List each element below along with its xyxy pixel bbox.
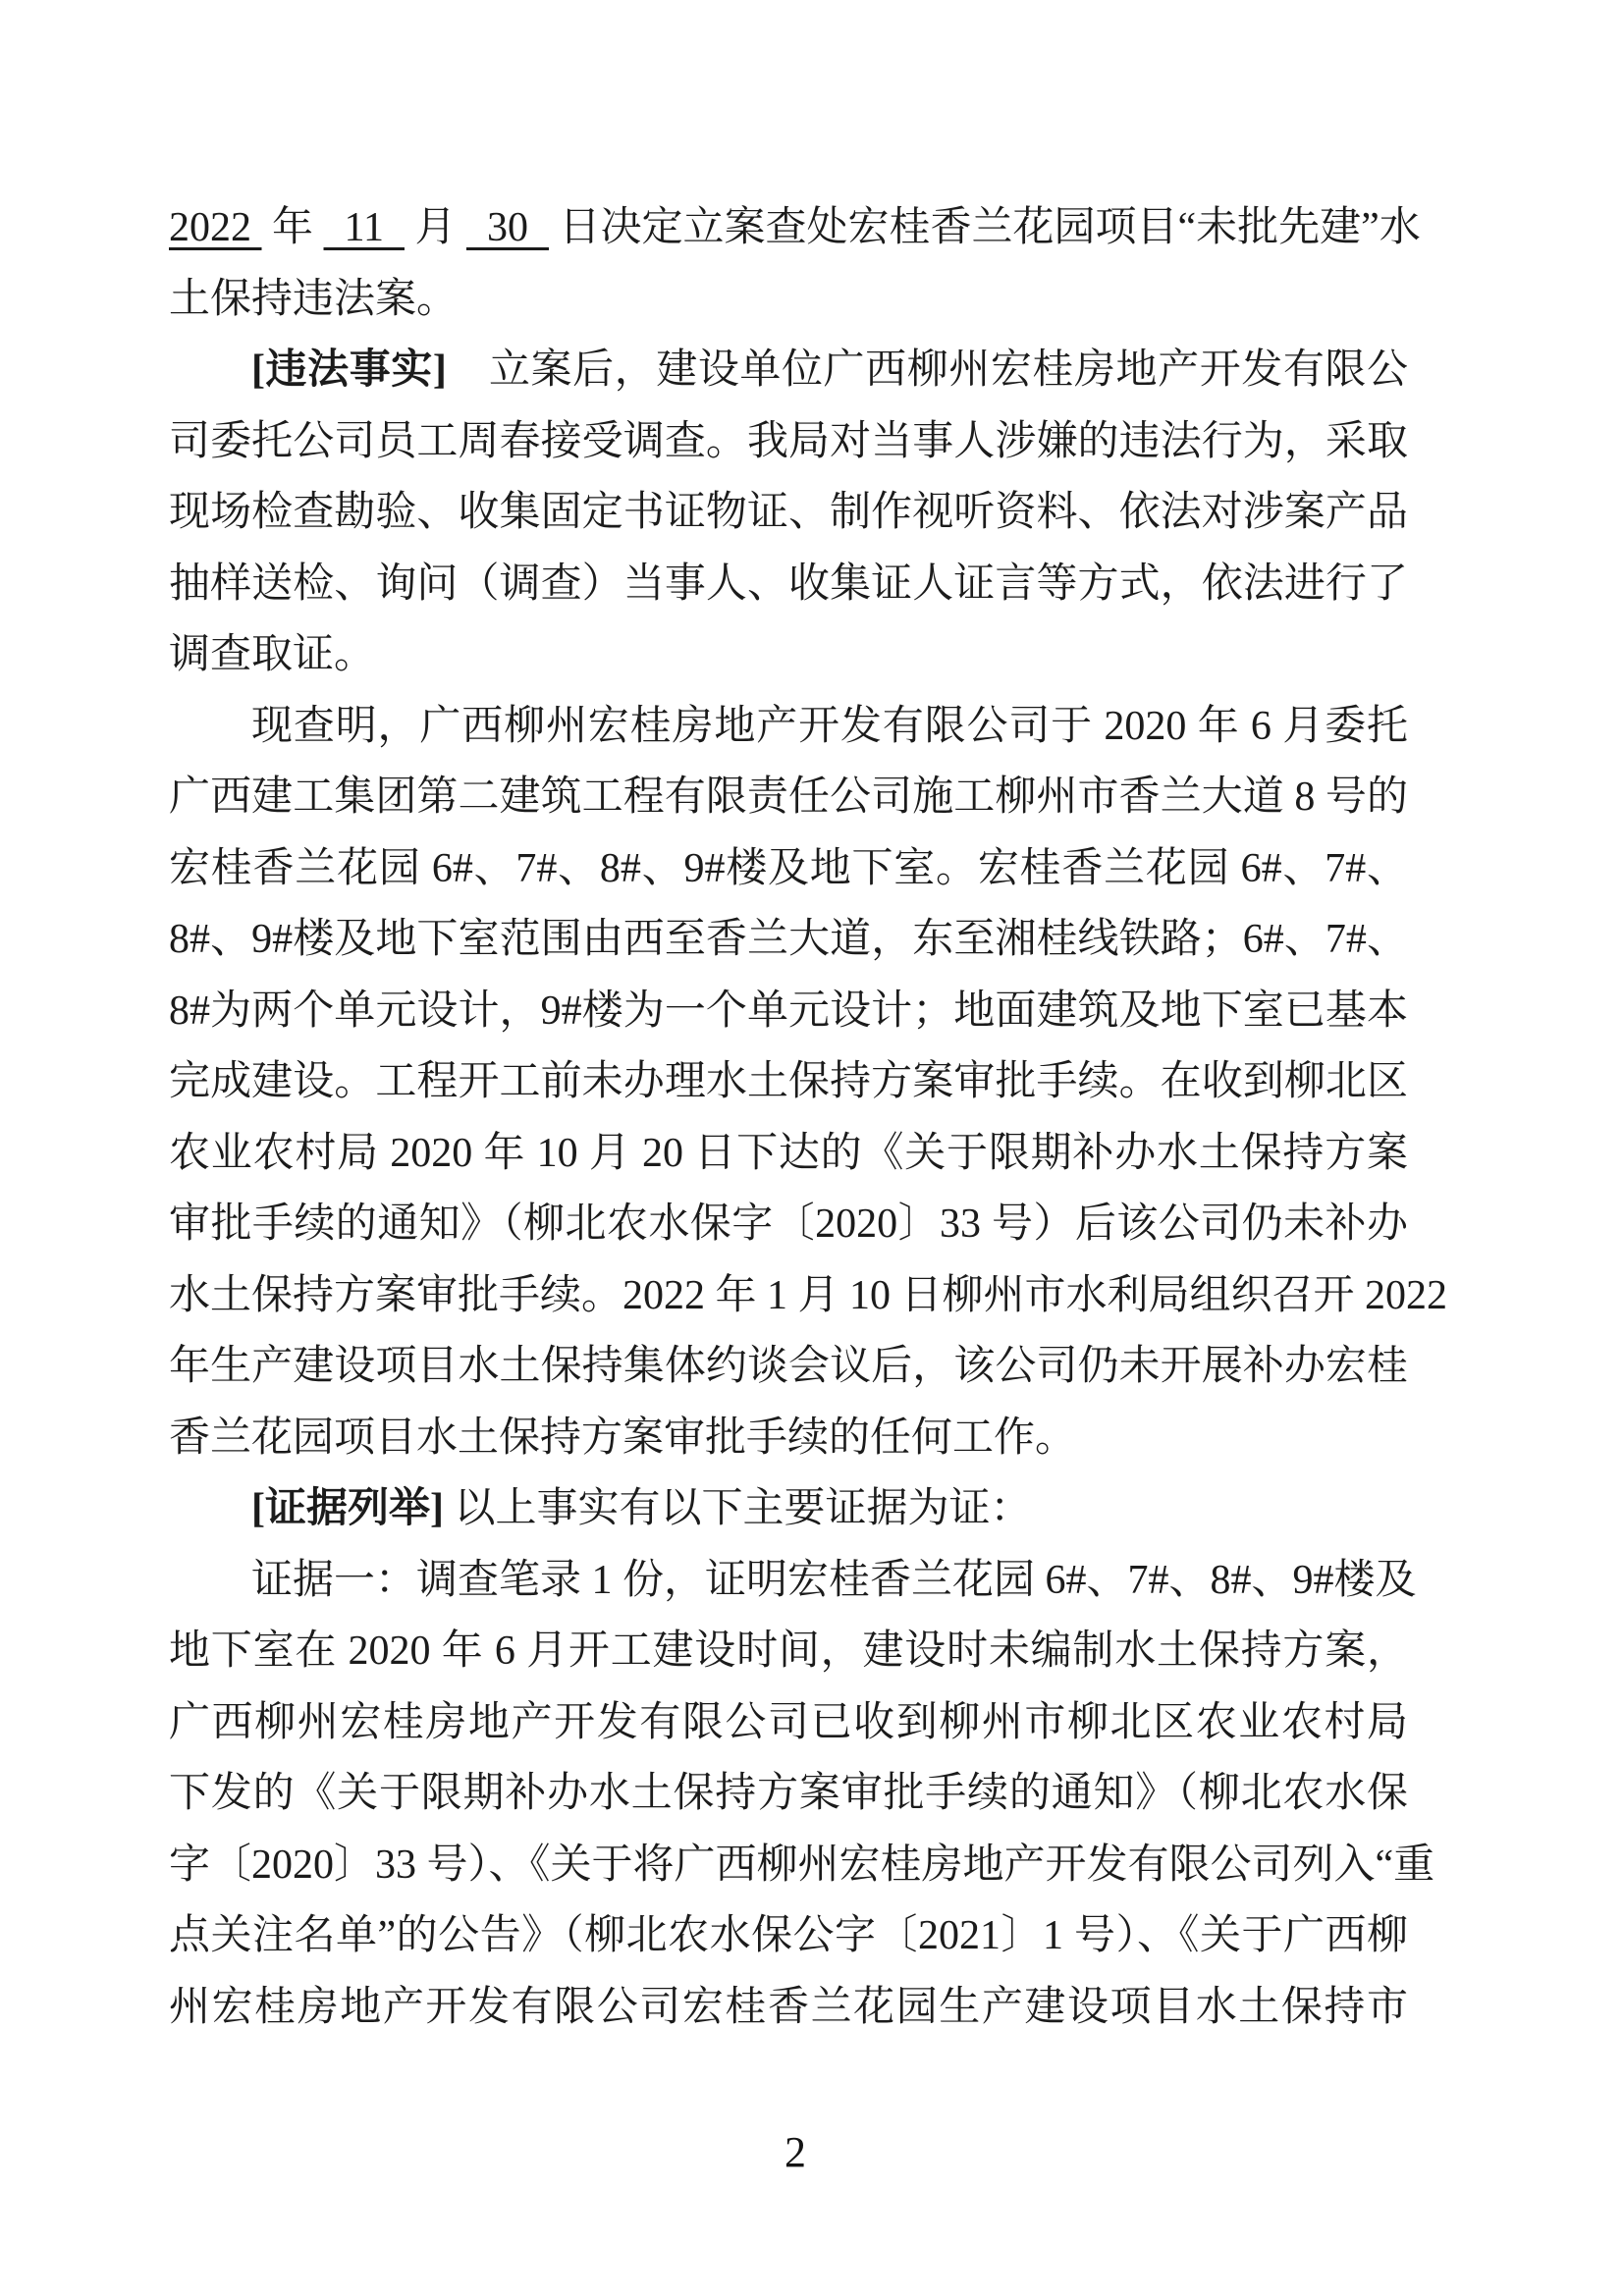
text-run: 完成建设。工程开工前未办理水土保持方案审批手续。在收到柳北区 [169,1059,1408,1104]
text-line [169,619,1408,691]
text-line [169,1403,1408,1474]
text-run: 地下室在 2020 年 6 月开工建设时间，建设时未编制水土保持方案， [169,1629,1408,1674]
text-run: 抽样送检、询问（调查）当事人、收集证人证言等方式，依法进行了 [169,561,1408,607]
text-line [169,762,1408,833]
text-run: 立案后，建设单位广西柳州宏桂房地产开发有限公 [446,347,1408,393]
text-line [169,904,1408,976]
page-number: 2 [784,2128,806,2176]
text-run: 现场检查勘验、收集固定书证物证、制作视听资料、依法对涉案产品 [169,490,1408,535]
text-line [169,549,1408,620]
text-line [169,335,1408,406]
text-line [169,833,1408,905]
text-run: 审批手续的通知》（柳北农水保字〔2020〕33 号）后该公司仍未补办 [169,1201,1408,1247]
text-line [169,1758,1408,1830]
text-line [169,1972,1408,2044]
text-line [169,1118,1408,1190]
text-line [169,192,1421,264]
text-line [169,1900,1408,1972]
text-run: 调查取证。 [169,632,376,677]
text-run: 年生产建设项目水土保持集体约谈会议后，该公司仍未开展补办宏桂 [169,1344,1408,1389]
document-body [169,192,1448,2043]
text-run: 8#为两个单元设计，9#楼为一个单元设计；地面建筑及地下室已基本 [169,988,1408,1034]
text-run: 日决定立案查处宏桂香兰花园项目“未批先建”水 [548,205,1421,250]
text-run: 证据一：调查笔录 1 份，证明宏桂香兰花园 6#、7#、8#、9#楼及 [251,1557,1417,1603]
text-line [169,477,1408,549]
text-line [169,1260,1448,1332]
text-line [169,976,1408,1047]
text-run: 州宏桂房地产开发有限公司宏桂香兰花园生产建设项目水土保持市 [169,1984,1408,2030]
text-run: 水土保持方案审批手续。2022 年 1 月 10 日柳州市水利局组织召开 2022 [169,1272,1448,1318]
underlined-date-text: 11 [323,205,405,250]
text-run: 司委托公司员工周春接受调查。我局对当事人涉嫌的违法行为，采取 [169,418,1408,464]
text-run: 年 [261,205,324,250]
text-line [169,1616,1408,1687]
text-run: 广西柳州宏桂房地产开发有限公司已收到柳州市柳北区农业农村局 [169,1699,1408,1745]
bold-heading-text: [违法事实] [251,347,447,393]
text-line [169,1830,1435,1901]
text-line [169,406,1408,478]
text-run: 字〔2020〕33 号）、《关于将广西柳州宏桂房地产开发有限公司列入“重 [169,1842,1435,1888]
text-line [169,691,1408,763]
text-run: 香兰花园项目水土保持方案审批手续的任何工作。 [169,1415,1077,1461]
text-run: 现查明，广西柳州宏桂房地产开发有限公司于 2020 年 6 月委托 [251,703,1408,749]
underlined-date-text: 2022 [169,205,262,250]
text-run: 广西建工集团第二建筑工程有限责任公司施工柳州市香兰大道 8 号的 [169,774,1408,820]
text-line [169,1473,1408,1545]
text-run: 宏桂香兰花园 6#、7#、8#、9#楼及地下室。宏桂香兰花园 6#、7#、 [169,845,1408,891]
text-run: 8#、9#楼及地下室范围由西至香兰大道，东至湘桂线铁路；6#、7#、 [169,917,1408,962]
text-run: 农业农村局 2020 年 10 月 20 日下达的《关于限期补办水土保持方案 [169,1130,1408,1176]
text-line [169,1687,1408,1759]
text-run: 土保持违法案。 [169,276,459,322]
text-line [169,1331,1408,1403]
text-run: 下发的《关于限期补办水土保持方案审批手续的通知》（柳北农水保 [169,1771,1408,1816]
text-run: 以上事实有以下主要证据为证： [443,1486,1032,1531]
text-run: 月 [404,205,466,250]
text-line [169,1046,1408,1118]
text-line [169,1545,1417,1617]
underlined-date-text: 30 [465,205,549,250]
text-run: 点关注名单”的公告》（柳北农水保公字〔2021〕1 号）、《关于广西柳 [169,1913,1408,1958]
bold-heading-text: [证据列举] [251,1486,444,1531]
text-line [169,264,1408,336]
text-line [169,1189,1408,1260]
